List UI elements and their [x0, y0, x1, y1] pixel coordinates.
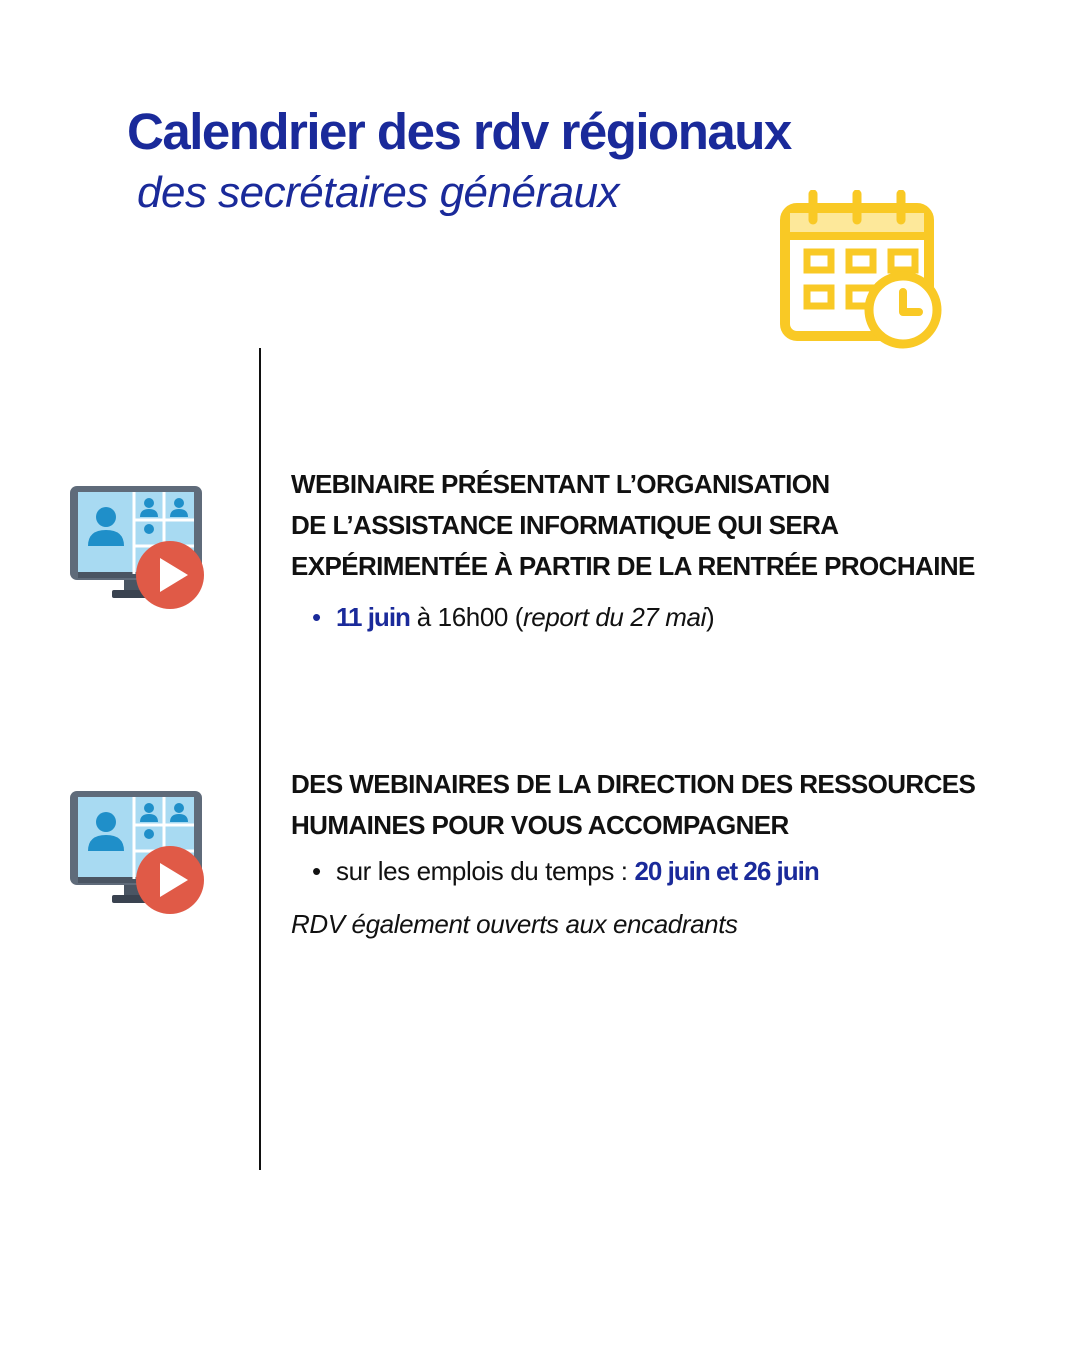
- event-1-paren-open: (: [514, 602, 524, 632]
- event-1-date-item: [312, 602, 714, 633]
- event-1-date: 11 juin: [336, 602, 410, 632]
- bullet-icon: •: [312, 602, 321, 632]
- event-1-heading-line: WEBINAIRE PRÉSENTANT L’ORGANISATION: [291, 469, 830, 499]
- bullet-icon: •: [312, 856, 321, 886]
- event-2-dates: 20 juin et 26 juin: [634, 856, 819, 886]
- event-1-note: report du 27 mai: [523, 602, 706, 632]
- event-2-bullet-text: sur les emplois du temps :: [336, 856, 628, 886]
- page-title: Calendrier des rdv régionaux: [127, 103, 791, 160]
- webinar-monitor-play-icon: [68, 484, 208, 612]
- event-2-note: RDV également ouverts aux encadrants: [291, 909, 738, 939]
- event-1-heading: [291, 464, 1051, 587]
- event-2-heading-line: DES WEBINAIRES DE LA DIRECTION DES RESSOURCES: [291, 769, 976, 799]
- timeline-divider: [259, 348, 261, 1170]
- event-1-heading-line: DE L’ASSISTANCE INFORMATIQUE QUI SERA: [291, 510, 839, 540]
- event-2-date-item: [312, 856, 819, 887]
- event-1-time: à 16h00: [416, 602, 508, 632]
- event-2-heading-line: HUMAINES POUR VOUS ACCOMPAGNER: [291, 810, 789, 840]
- webinar-monitor-play-icon: [68, 789, 208, 917]
- page-subtitle: des secrétaires généraux: [137, 168, 620, 217]
- event-1-heading-line: EXPÉRIMENTÉE À PARTIR DE LA RENTRÉE PROCHAINE: [291, 551, 975, 581]
- calendar-clock-icon: [775, 190, 945, 350]
- event-2-heading: [291, 764, 1051, 846]
- event-1-paren-close: ): [705, 602, 715, 632]
